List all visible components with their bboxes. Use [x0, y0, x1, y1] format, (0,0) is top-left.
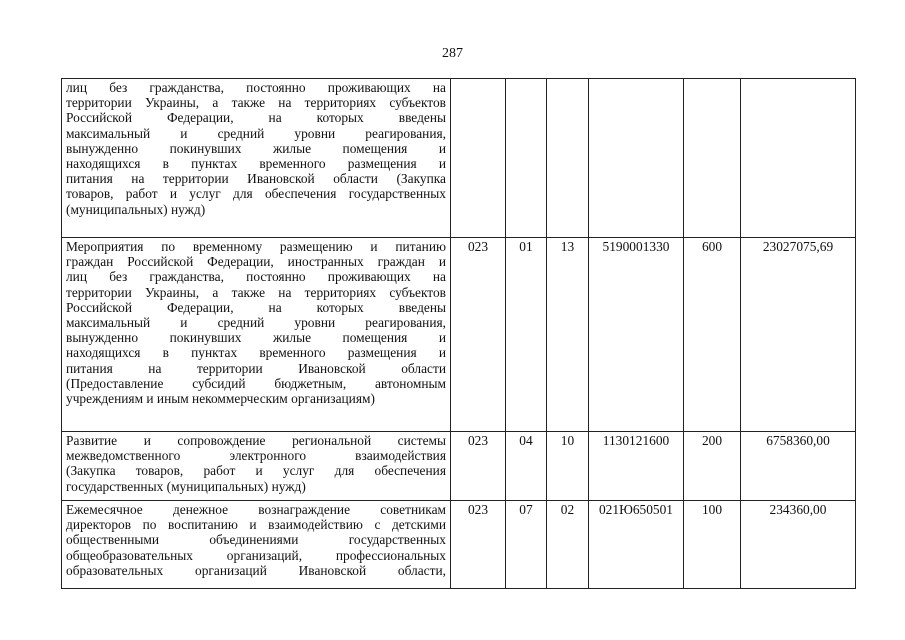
table-row	[62, 79, 856, 238]
expense-type-code: 200	[684, 432, 741, 501]
description-line: (Предоставление субсидий бюджетным, автономным	[66, 375, 446, 391]
table-row	[62, 238, 856, 432]
amount: 6758360,00	[741, 432, 856, 501]
target-article-code: 021Ю650501	[589, 501, 684, 589]
description-line: директоров по воспитанию и взаимодействию с детскими	[66, 517, 446, 533]
amount	[741, 79, 856, 238]
description-line: Развитие и сопровождение региональной системы	[66, 433, 446, 448]
description-line: вынужденно покинувших жилые помещения и	[66, 140, 446, 156]
ministry-code: 023	[451, 432, 506, 501]
description-line: общественными объединениями государственных	[66, 532, 446, 548]
target-article-code: 1130121600	[589, 432, 684, 501]
description-line: максимальный и средний уровни реагирования,	[66, 125, 446, 141]
description-line: учреждениям и иным некоммерческим организациям)	[66, 391, 375, 407]
description-line: (муниципальных) нужд)	[66, 201, 206, 217]
description-line: территории Украины, а также на территориях субъектов	[66, 284, 446, 300]
amount: 234360,00	[741, 501, 856, 589]
ministry-code: 023	[451, 501, 506, 589]
description-line: Ежемесячное денежное вознаграждение советникам	[66, 502, 446, 517]
description-line: лиц без гражданства, постоянно проживающих на	[66, 80, 446, 95]
target-article-code	[589, 79, 684, 238]
row-description	[62, 238, 451, 432]
ministry-code	[451, 79, 506, 238]
section-code: 01	[506, 238, 547, 432]
row-description	[62, 79, 451, 238]
description-line: находящихся в пунктах временного размещения и	[66, 345, 446, 361]
subsection-code	[547, 79, 589, 238]
subsection-code: 02	[547, 501, 589, 589]
subsection-code: 10	[547, 432, 589, 501]
description-line: вынужденно покинувших жилые помещения и	[66, 330, 446, 346]
table-row	[62, 501, 856, 589]
row-description	[62, 501, 451, 589]
description-line: общеобразовательных организаций, профессиональных	[66, 547, 446, 563]
budget-table	[61, 78, 856, 589]
description-line: лиц без гражданства, постоянно проживающих на	[66, 269, 446, 285]
table-row	[62, 432, 856, 501]
expense-type-code: 600	[684, 238, 741, 432]
amount: 23027075,69	[741, 238, 856, 432]
description-line: питания на территории Ивановской области (Закупка	[66, 171, 446, 187]
page-number: 287	[442, 46, 463, 61]
ministry-code: 023	[451, 238, 506, 432]
description-line: межведомственного электронного взаимодействия	[66, 448, 446, 464]
description-line: питания на территории Ивановской области	[66, 360, 446, 376]
expense-type-code: 100	[684, 501, 741, 589]
row-description	[62, 432, 451, 501]
description-line: (Закупка товаров, работ и услуг для обеспечения	[66, 463, 446, 479]
description-line: Мероприятия по временному размещению и питанию	[66, 239, 446, 254]
description-line: территории Украины, а также на территориях субъектов	[66, 95, 446, 111]
description-line: образовательных организаций Ивановской области,	[66, 562, 446, 578]
description-line: государственных (муниципальных) нужд)	[66, 478, 306, 494]
section-code: 07	[506, 501, 547, 589]
subsection-code: 13	[547, 238, 589, 432]
expense-type-code	[684, 79, 741, 238]
description-line: максимальный и средний уровни реагирования,	[66, 315, 446, 331]
description-line: находящихся в пунктах временного размещения и	[66, 156, 446, 172]
description-line: Российской Федерации, на которых введены	[66, 299, 446, 315]
section-code: 04	[506, 432, 547, 501]
description-line: граждан Российской Федерации, иностранных граждан и	[66, 254, 446, 270]
table-body	[62, 79, 856, 589]
description-line: товаров, работ и услуг для обеспечения государственных	[66, 186, 446, 202]
target-article-code: 5190001330	[589, 238, 684, 432]
section-code	[506, 79, 547, 238]
description-line: Российской Федерации, на которых введены	[66, 110, 446, 126]
